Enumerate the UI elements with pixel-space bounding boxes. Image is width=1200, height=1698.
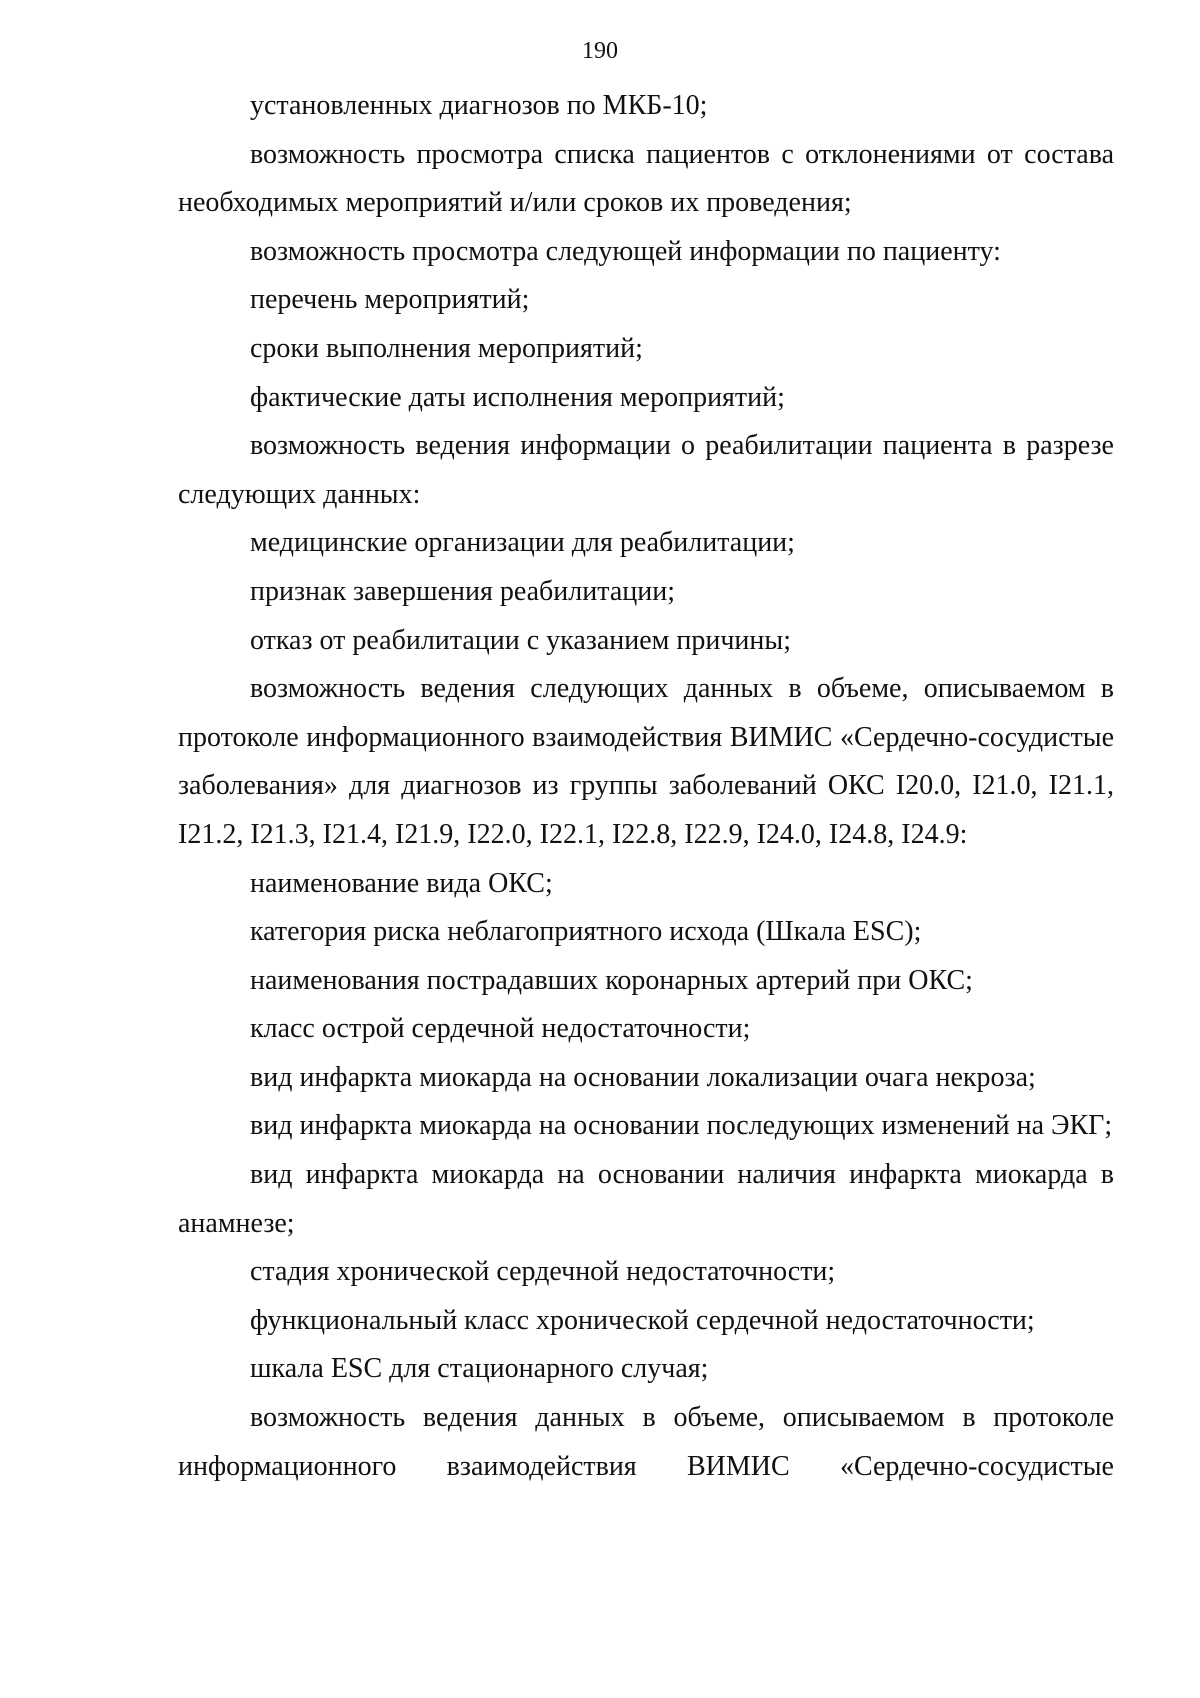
paragraph-17: вид инфаркта миокарда на основании последующих изменений на ЭКГ; (250, 1110, 1113, 1142)
paragraph-22: возможность ведения данных в объеме, описываемом в протоколе информационного взаимодействия ВИМИС «Сердечно-сосудистые (178, 1402, 1114, 1482)
paragraph-19: стадия хронической сердечной недостаточности; (250, 1256, 836, 1288)
paragraph-8: медицинские организации для реабилитации; (250, 527, 795, 559)
paragraph-2: возможность просмотра списка пациентов с отклонениями от состава необходимых мероприятий и/или сроков их проведения; (178, 138, 1114, 219)
paragraph-5: сроки выполнения мероприятий; (250, 332, 643, 364)
paragraph-20: функциональный класс хронической сердечной недостаточности; (250, 1304, 1035, 1336)
paragraph-9: признак завершения реабилитации; (250, 575, 675, 607)
paragraph-13: категория риска неблагоприятного исхода (Шкала ESC); (250, 916, 922, 948)
paragraph-18: вид инфаркта миокарда на основании наличия инфаркта миокарда в анамнезе; (178, 1159, 1114, 1239)
paragraph-14: наименования пострадавших коронарных артерий при ОКС; (250, 964, 973, 996)
paragraph-7: возможность ведения информации о реабилитации пациента в разрезе следующих данных: (178, 430, 1114, 510)
paragraph-4: перечень мероприятий; (250, 284, 530, 316)
paragraph-3: возможность просмотра следующей информации по пациенту: (250, 235, 1001, 267)
paragraph-15: класс острой сердечной недостаточности; (250, 1013, 751, 1045)
paragraph-1: установленных диагнозов по МКБ-10; (250, 90, 708, 121)
document-body (178, 82, 1114, 1491)
paragraph-11: возможность ведения следующих данных в объеме, описываемом в протоколе информационного взаимодействия ВИМИС «Сердечно-сосудистые заболевания» для диагнозов из группы заболеваний ОКС I20.0, I21.0, I21.1, I21.2, I21.3, I21.4, I21.9, I22.0, I22.1, I22.8, I22.9, I24.0, I24.8, I24.9: (178, 673, 1114, 850)
paragraph-10: отказ от реабилитации с указанием причины; (250, 624, 791, 656)
paragraph-6: фактические даты исполнения мероприятий; (250, 381, 785, 413)
paragraph-16: вид инфаркта миокарда на основании локализации очага некроза; (250, 1061, 1036, 1093)
page-number: 190 (582, 38, 618, 64)
paragraph-21: шкала ESC для стационарного случая; (250, 1353, 709, 1385)
paragraph-12: наименование вида ОКС; (250, 867, 553, 899)
